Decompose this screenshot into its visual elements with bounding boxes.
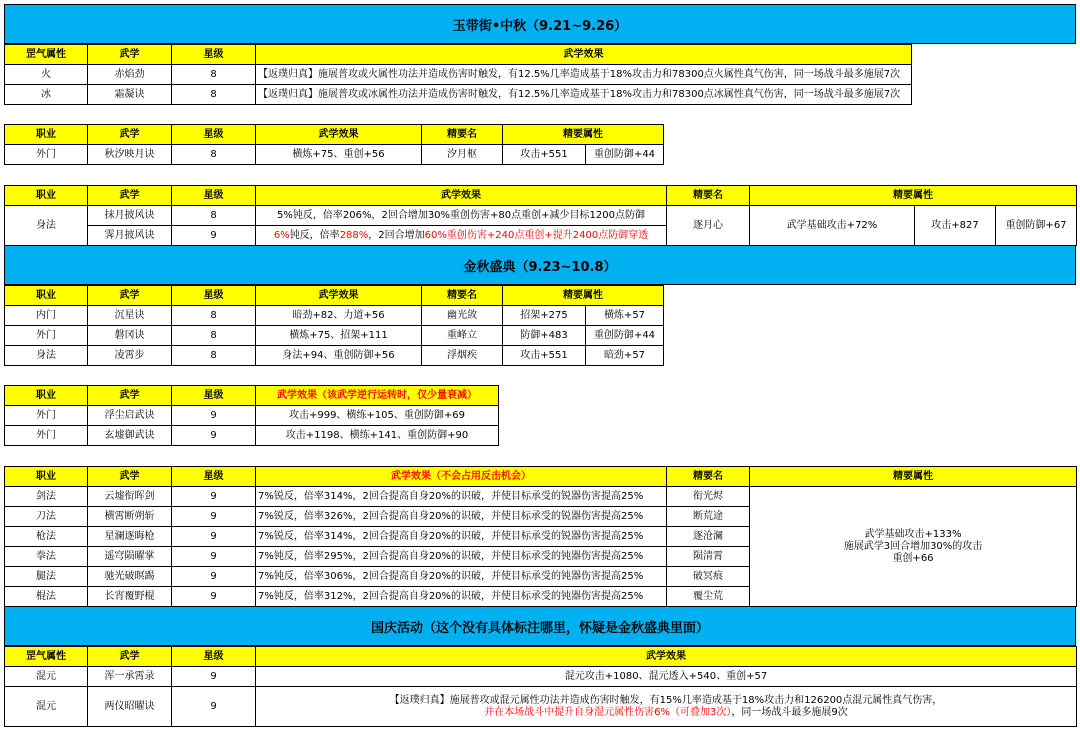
- essence-attr-line: 施展武学3回合增加30%的攻击: [843, 540, 983, 552]
- cell: 身法: [5, 206, 88, 246]
- cell: 【返璞归真】施展普攻或火属性功法并造成伤害时触发，有12.5%几率造成基于18%攻击力和78300点火属性真气伤害，同一场战斗最多施展7次: [256, 65, 912, 85]
- cell: 重创防御+44: [586, 145, 664, 165]
- header-cell: 精要名: [422, 125, 503, 145]
- cell: 身法+94、重创防御+56: [256, 346, 422, 366]
- cell: 外门: [5, 426, 88, 446]
- text: ，同一场战斗最多施展9次: [731, 706, 848, 718]
- cell: 霜凝诀: [88, 85, 172, 105]
- header-cell: 武学效果（不会占用反击机会）: [256, 467, 667, 487]
- header-cell: 星级: [172, 286, 256, 306]
- table-row: [5, 426, 499, 446]
- header-cell: 职业: [5, 467, 88, 487]
- cell: 【返璞归真】施展普攻或冰属性功法并造成伤害时触发，有12.5%几率造成基于18%攻击力和78300点冰属性真气伤害，同一场战斗最多施展7次: [256, 85, 912, 105]
- cell: 赤焰劲: [88, 65, 172, 85]
- header-cell: 武学: [88, 647, 172, 667]
- header-cell: 武学效果: [256, 125, 422, 145]
- table-row: [5, 487, 1077, 507]
- cell: 逐沧澜: [667, 527, 750, 547]
- cell: 星澜逐晦枪: [88, 527, 172, 547]
- table-row: [5, 85, 912, 105]
- header-cell: 精要属性: [503, 125, 664, 145]
- cell: 攻击+551: [503, 346, 586, 366]
- cell: 防御+483: [503, 326, 586, 346]
- cell: 5%钝反，倍率206%，2回合增加30%重创伤害+80点重创+减少目标1200点防御: [256, 206, 667, 226]
- cell: 攻击+1198、横练+141、重创防御+90: [256, 426, 499, 446]
- cell: 驰光破暝踢: [88, 567, 172, 587]
- cell: 横霄断朔斩: [88, 507, 172, 527]
- cell: 浮烟疾: [422, 346, 503, 366]
- cell: 汐月枢: [422, 145, 503, 165]
- cell: 混元: [5, 687, 88, 727]
- header-cell: 精要名: [667, 467, 750, 487]
- header-cell: 星级: [172, 45, 256, 65]
- cell: 武学基础攻击+72%: [750, 206, 915, 246]
- cell: 横炼+75、重创+56: [256, 145, 422, 165]
- header-cell: 武学: [88, 467, 172, 487]
- essence-attr-line: 重创+66: [892, 552, 934, 564]
- header-cell: 精要属性: [750, 467, 1077, 487]
- cell: 覆尘荒: [667, 587, 750, 607]
- cell: 8: [172, 85, 256, 105]
- header-cell: 精要名: [422, 286, 503, 306]
- cell: 攻击+551: [503, 145, 586, 165]
- cell: 浮尘启武诀: [88, 406, 172, 426]
- table-zhongqiu-gangqi: [4, 44, 912, 105]
- table-row: [5, 326, 664, 346]
- header-cell: 职业: [5, 386, 88, 406]
- cell: 攻击+999、横练+105、重创防御+69: [256, 406, 499, 426]
- cell: 横炼+75、招架+111: [256, 326, 422, 346]
- cell: 刀法: [5, 507, 88, 527]
- header-cell: 罡气属性: [5, 647, 88, 667]
- cell: 磐冈诀: [88, 326, 172, 346]
- cell: 重创防御+44: [586, 326, 664, 346]
- header-cell: 武学: [88, 386, 172, 406]
- cell: 混元攻击+1080、混元透入+540、重创+57: [256, 667, 1077, 687]
- section-title: 金秋盛典（9.23~10.8）: [463, 259, 617, 275]
- cell: 8: [172, 326, 256, 346]
- header-cell: 武学: [88, 45, 172, 65]
- cell: 浑一承霄录: [88, 667, 172, 687]
- cell: 9: [172, 406, 256, 426]
- table-zhongqiu-waimen: [4, 124, 664, 165]
- cell: 暗劲+82、力道+56: [256, 306, 422, 326]
- cell: 攻击+827: [915, 206, 996, 246]
- header-cell: 武学效果: [256, 45, 912, 65]
- header-cell: 武学效果: [256, 286, 422, 306]
- cell: 混元: [5, 667, 88, 687]
- highlight-text: 6%: [273, 229, 290, 241]
- cell: 玄墟御武诀: [88, 426, 172, 446]
- header-cell: 职业: [5, 186, 88, 206]
- cell: 重峰立: [422, 326, 503, 346]
- cell: [256, 687, 1077, 727]
- header-cell: 星级: [172, 125, 256, 145]
- effect-line: 【返璞归真】施展普攻或混元属性功法并造成伤害时触发，有15%几率造成基于18%攻击力和126200点混元属性真气伤害，: [389, 694, 943, 706]
- cell: 7%钝反，倍率312%，2回合提高自身20%的识破，并使目标承受的钝器伤害提高25%: [256, 587, 667, 607]
- cell: 衔光烬: [667, 487, 750, 507]
- header-cell: 精要属性: [503, 286, 664, 306]
- table-jinqiu-weapons: [4, 466, 1077, 607]
- effect-line: [258, 707, 1074, 719]
- table-row: [5, 406, 499, 426]
- cell: 遥穹陨曜掌: [88, 547, 172, 567]
- essence-attr-cell: [750, 487, 1077, 607]
- header-cell: 星级: [172, 467, 256, 487]
- header-cell: 精要名: [667, 186, 750, 206]
- cell: 7%锐反，倍率326%，2回合提高自身20%的识破，并使目标承受的锐器伤害提高25%: [256, 507, 667, 527]
- header-cell: 职业: [5, 286, 88, 306]
- highlight-text: 288%: [339, 229, 369, 241]
- cell: 逐月心: [667, 206, 750, 246]
- cell: 7%锐反，倍率314%，2回合提高自身20%的识破，并使目标承受的锐器伤害提高25%: [256, 527, 667, 547]
- cell: 火: [5, 65, 88, 85]
- cell: 8: [172, 206, 256, 226]
- cell: 重创防御+67: [996, 206, 1077, 246]
- section-banner-guoqing: [4, 606, 1076, 646]
- cell: 沉星诀: [88, 306, 172, 326]
- cell: [256, 226, 667, 246]
- section-title: 国庆活动（这个没有具体标注哪里，怀疑是金秋盛典里面）: [370, 620, 709, 636]
- cell: 断荒途: [667, 507, 750, 527]
- cell: 云墟衔晖剑: [88, 487, 172, 507]
- cell: 幽光敛: [422, 306, 503, 326]
- table-zhongqiu-shenfa: [4, 185, 1077, 246]
- header-cell: 职业: [5, 125, 88, 145]
- cell: 棍法: [5, 587, 88, 607]
- cell: 外门: [5, 145, 88, 165]
- table-row: [5, 206, 1077, 226]
- section-title: 玉带街•中秋（9.21~9.26）: [452, 18, 628, 34]
- cell: 破冥痕: [667, 567, 750, 587]
- text: 钝反，倍率: [289, 229, 340, 241]
- header-cell: 星级: [172, 647, 256, 667]
- cell: 外门: [5, 326, 88, 346]
- cell: 拳法: [5, 547, 88, 567]
- cell: 身法: [5, 346, 88, 366]
- table-jinqiu-waimen: [4, 385, 499, 446]
- cell: 陨清霄: [667, 547, 750, 567]
- header-cell: 武学效果（该武学逆行运转时，仅少量衰减）: [256, 386, 499, 406]
- cell: 秋汐映月诀: [88, 145, 172, 165]
- cell: 招架+275: [503, 306, 586, 326]
- cell: 9: [172, 547, 256, 567]
- cell: 8: [172, 65, 256, 85]
- table-row: [5, 306, 664, 326]
- table-jinqiu-main: [4, 285, 664, 366]
- header-cell: 武学效果: [256, 186, 667, 206]
- section-banner-jinqiu: [4, 245, 1076, 285]
- cell: 8: [172, 145, 256, 165]
- cell: 9: [172, 567, 256, 587]
- cell: 横炼+57: [586, 306, 664, 326]
- cell: 8: [172, 306, 256, 326]
- cell: 凌霄步: [88, 346, 172, 366]
- table-row: [5, 667, 1077, 687]
- cell: 9: [172, 687, 256, 727]
- table-row: [5, 145, 664, 165]
- cell: 7%钝反，倍率295%，2回合提高自身20%的识破，并使目标承受的钝器伤害提高25%: [256, 547, 667, 567]
- cell: 两仪昭曜诀: [88, 687, 172, 727]
- section-banner-zhongqiu: [4, 4, 1076, 44]
- cell: 9: [172, 426, 256, 446]
- cell: 外门: [5, 406, 88, 426]
- essence-attr-line: 武学基础攻击+133%: [864, 528, 962, 540]
- header-cell: 星级: [172, 386, 256, 406]
- highlight-text: 并在本场战斗中提升自身混元属性伤害6%（可叠加3次）: [484, 706, 732, 718]
- cell: 9: [172, 527, 256, 547]
- header-cell: 罡气属性: [5, 45, 88, 65]
- cell: 9: [172, 587, 256, 607]
- header-cell: 武学效果: [256, 647, 1077, 667]
- cell: 9: [172, 667, 256, 687]
- cell: 内门: [5, 306, 88, 326]
- table-row: [5, 346, 664, 366]
- cell: 9: [172, 487, 256, 507]
- table-row: [5, 65, 912, 85]
- table-guoqing: [4, 646, 1077, 727]
- cell: 9: [172, 226, 256, 246]
- cell: 长宵覆野棍: [88, 587, 172, 607]
- cell: 8: [172, 346, 256, 366]
- cell: 暗劲+57: [586, 346, 664, 366]
- cell: 枪法: [5, 527, 88, 547]
- header-cell: 星级: [172, 186, 256, 206]
- header-cell: 武学: [88, 125, 172, 145]
- cell: 7%锐反，倍率314%，2回合提高自身20%的识破，并使目标承受的锐器伤害提高25%: [256, 487, 667, 507]
- header-cell: 武学: [88, 286, 172, 306]
- highlight-text: 60%重创伤害+240点重创+提升2400点防御穿透: [424, 229, 649, 241]
- text: ，2回合增加: [368, 229, 425, 241]
- cell: 腿法: [5, 567, 88, 587]
- cell: 剑法: [5, 487, 88, 507]
- cell: 冰: [5, 85, 88, 105]
- header-cell: 精要属性: [750, 186, 1077, 206]
- cell: 9: [172, 507, 256, 527]
- cell: 抹月披风诀: [88, 206, 172, 226]
- cell: 7%钝反，倍率306%，2回合提高自身20%的识破，并使目标承受的钝器伤害提高25%: [256, 567, 667, 587]
- table-row: [5, 687, 1077, 727]
- cell: 霁月披风诀: [88, 226, 172, 246]
- header-cell: 武学: [88, 186, 172, 206]
